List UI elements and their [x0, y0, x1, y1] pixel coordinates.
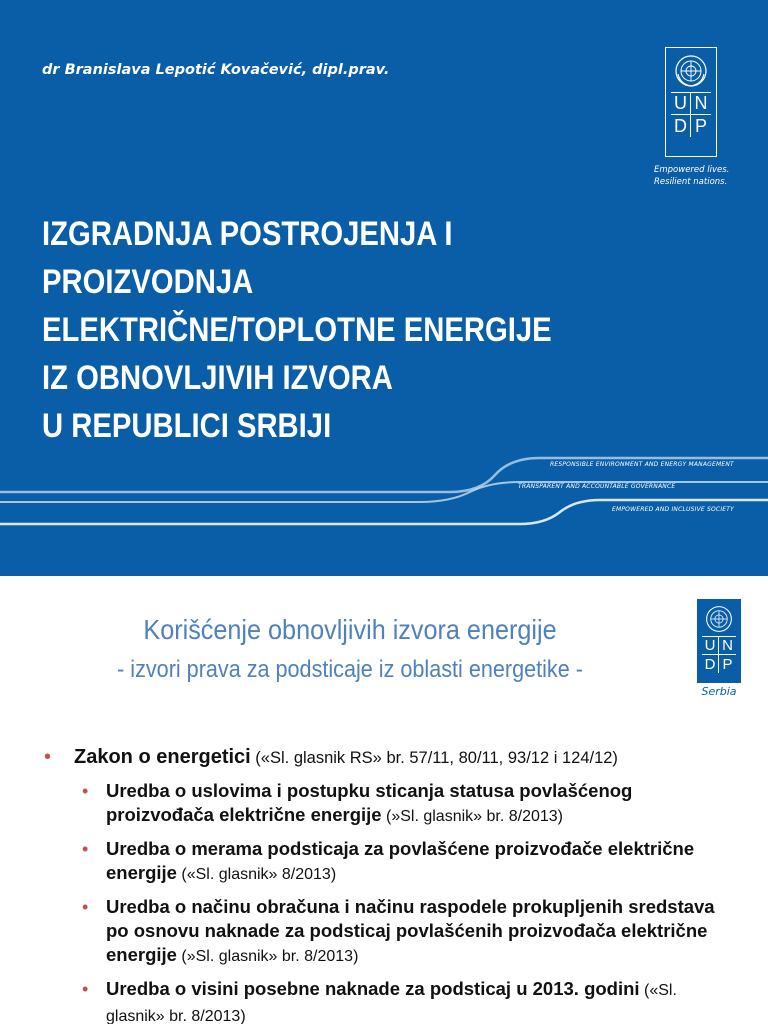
logo-letter: U — [702, 637, 719, 655]
undp-letter-grid — [671, 92, 711, 137]
slide-heading: Korišćenje obnovljivih izvora energije — [143, 614, 557, 645]
bullet-icon: • — [82, 897, 89, 917]
item-text: Uredba o merama podsticaja za povlašćene proizvođače električne energije — [106, 838, 695, 883]
item-reference: («Sl. glasnik RS» br. 57/11, 80/11, 93/12 i 124/12) — [250, 749, 618, 767]
list-item — [44, 746, 724, 769]
un-emblem-icon — [705, 605, 733, 633]
logo-letter: N — [691, 93, 711, 115]
item-text: Uredba o uslovima i postupku sticanja statusa povlašćenog proizvođača električne energije — [106, 780, 633, 825]
pillar-label: TRANSPARENT AND ACCOUNTABLE GOVERNANCE — [518, 483, 676, 490]
logo-letter: U — [671, 93, 691, 115]
logo-letter: P — [722, 655, 733, 673]
title-line: PROIZVODNJA — [42, 263, 254, 301]
sub-list-item — [44, 779, 724, 829]
undp-tagline — [654, 164, 729, 188]
slide-subheading: - izvori prava za podsticaje iz oblasti energetike - — [117, 656, 583, 683]
pillar-label: RESPONSIBLE ENVIRONMENT AND ENERGY MANAGEMENT — [550, 461, 734, 468]
un-emblem-icon — [674, 54, 708, 88]
item-text: Zakon o energetici — [74, 746, 251, 768]
logo-letter: D — [671, 115, 691, 137]
title-line: IZ OBNOVLJIVIH IZVORA — [42, 359, 393, 397]
tagline-line: Resilient nations. — [654, 177, 728, 187]
logo-letter: P — [694, 115, 707, 136]
decorative-wave-lines — [0, 440, 768, 540]
item-text: Uredba o visini posebne naknade za podsticaj u 2013. godini — [106, 978, 640, 999]
title-line: U REPUBLICI SRBIJI — [42, 407, 332, 445]
content-slide — [0, 576, 768, 1024]
logo-letter: N — [719, 637, 736, 655]
title-line: ELEKTRIČNE/TOPLOTNE ENERGIJE — [42, 311, 552, 349]
undp-logo — [665, 47, 717, 157]
bullet-icon: • — [44, 746, 52, 768]
logo-letter: D — [702, 655, 719, 673]
pillar-label: EMPOWERED AND INCLUSIVE SOCIETY — [612, 506, 735, 513]
item-reference: (»Sl. glasnik» br. 8/2013) — [176, 948, 359, 965]
slide-title — [42, 210, 592, 450]
item-reference: (»Sl. glasnik» br. 8/2013) — [381, 808, 563, 825]
sub-list-item — [44, 837, 724, 887]
undp-serbia-logo — [697, 599, 741, 698]
bullet-icon: • — [82, 839, 89, 859]
author-name: dr Branislava Lepotić Kovačević, dipl.prav. — [42, 62, 390, 78]
item-text: Uredba o načinu obračuna i načinu raspodele prokupljenih sredstava po osnovu naknade za podsticaj povlašćenih proizvođača električne energije — [106, 896, 715, 965]
title-line: IZGRADNJA POSTROJENJA I — [42, 215, 453, 253]
undp-letter-grid — [702, 636, 736, 673]
bullet-icon: • — [82, 781, 89, 801]
sub-list-item — [44, 977, 724, 1024]
bullet-icon: • — [82, 979, 89, 999]
sub-list-item — [44, 895, 724, 969]
tagline-line: Empowered lives. — [654, 165, 730, 175]
item-reference: («Sl. glasnik» 8/2013) — [176, 866, 337, 883]
logo-country-label: Serbia — [701, 685, 737, 698]
item-reference: («Sl. glasnik» br. 8/2013) — [106, 982, 677, 1024]
bullet-list — [44, 746, 724, 1024]
